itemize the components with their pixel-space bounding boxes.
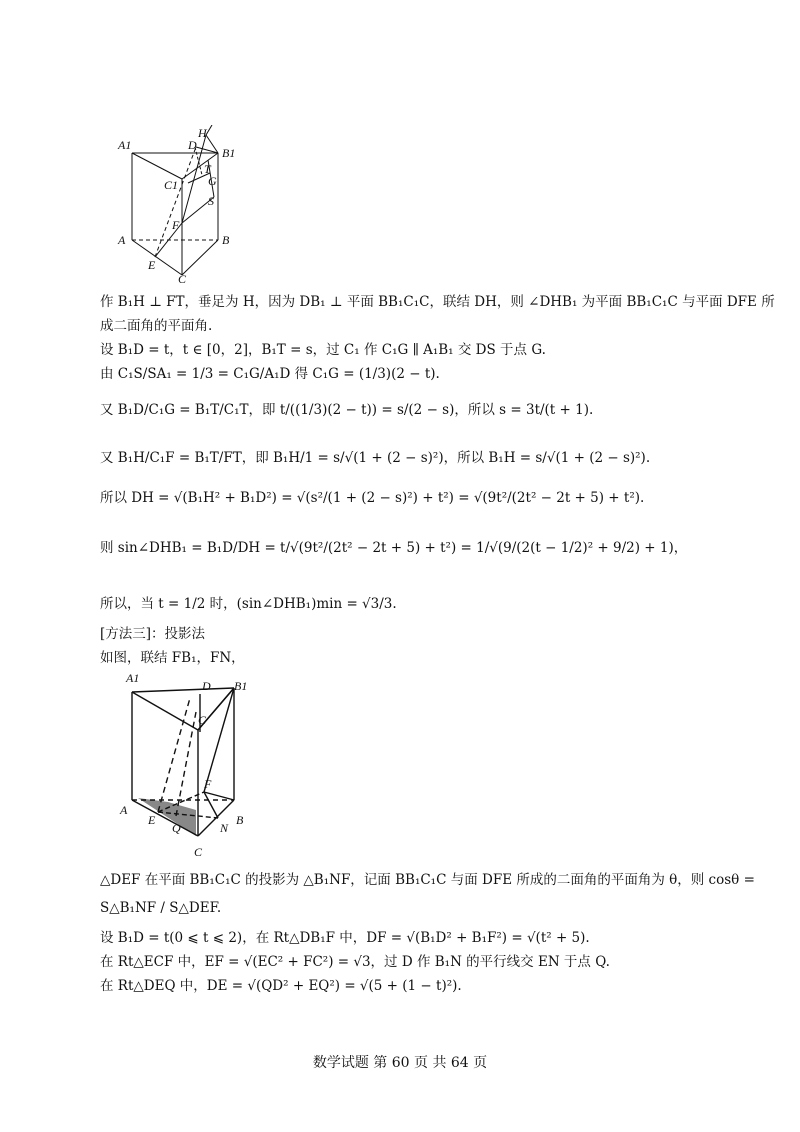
label2-C: C [194, 845, 203, 859]
page-footer: 数学试题 第 60 页 共 64 页 [312, 1055, 488, 1071]
label2-E: E [148, 813, 156, 827]
label-C1: C1 [164, 178, 179, 192]
text-line-3: 设 B₁D = t，t ∈ [0，2]，B₁T = s，过 C₁ 作 C₁G ∥ A₁B₁ 交 DS 于点 G. [100, 342, 546, 358]
label-B1: B1 [222, 146, 236, 160]
label2-A1: A1 [126, 672, 140, 685]
label2-B1: B1 [234, 679, 248, 693]
text-line-6: 又 B₁H/C₁F = B₁T/FT，即 B₁H/1 = s/√(1 + (2 − s)²)，所以 B₁H = s/√(1 + (2 − s)²). [100, 450, 651, 466]
label-B: B [222, 233, 230, 247]
label2-A: A [120, 803, 128, 817]
text-line-8: 则 sin∠DHB₁ = B₁D/DH = t/√(9t²/(2t² − 2t + 5) + t²) = 1/√(9/(2(t − 1/2)² + 9/2) + 1)， [100, 540, 688, 556]
label2-D: D [202, 679, 211, 693]
label2-F: F [204, 777, 212, 791]
text-line-5: 又 B₁D/C₁G = B₁T/C₁T，即 t/((1/3)(2 − t)) = s/(2 − s)，所以 s = 3t/(t + 1). [100, 402, 594, 418]
label2-Q: Q [172, 821, 181, 835]
figure-prism-2 [118, 672, 258, 862]
text-line-7: 所以 DH = √(B₁H² + B₁D²) = √(s²/(1 + (2 − s)²) + t²) = √(9t²/(2t² − 2t + 5) + t²). [100, 490, 645, 506]
label-H: H [198, 126, 207, 140]
label-A: A [118, 233, 126, 247]
text-line-9: 所以，当 t = 1/2 时，(sin∠DHB₁)min = √3/3. [100, 596, 397, 612]
text-line-12: △DEF 在平面 BB₁C₁C 的投影为 △B₁NF，记面 BB₁C₁C 与面 DFE 所成的二面角的平面角为 θ，则 cosθ = [100, 872, 755, 888]
label-A1: A1 [118, 138, 132, 152]
text-line-4: 由 C₁S/SA₁ = 1/3 = C₁G/A₁D 得 C₁G = (1/3)(2 − t). [100, 366, 440, 382]
text-line-16: 在 Rt△DEQ 中，DE = √(QD² + EQ²) = √(5 + (1 − t)²). [100, 978, 462, 994]
text-line-1: 作 B₁H ⊥ FT，垂足为 H，因为 DB₁ ⊥ 平面 BB₁C₁C，联结 DH，则 ∠DHB₁ 为平面 BB₁C₁C 与平面 DFE 所 [100, 294, 775, 310]
text-line-10: [方法三]：投影法 [100, 626, 206, 642]
label-C: C [178, 272, 187, 285]
label-D: D [188, 138, 197, 152]
label2-N: N [220, 821, 229, 835]
label2-B: B [236, 813, 244, 827]
label-S: S [208, 194, 214, 208]
label-E: E [148, 258, 156, 272]
text-line-14: 设 B₁D = t(0 ⩽ t ⩽ 2)，在 Rt△DB₁F 中，DF = √(B₁D² + B₁F²) = √(t² + 5). [100, 930, 590, 946]
text-line-2: 成二面角的平面角. [100, 318, 213, 334]
text-line-11: 如图，联结 FB₁，FN， [100, 650, 245, 666]
label-G: G [208, 174, 217, 188]
label-T: T [204, 162, 211, 176]
figure-prism-1 [110, 125, 250, 285]
text-line-15: 在 Rt△ECF 中，EF = √(EC² + FC²) = √3，过 D 作 B₁N 的平行线交 EN 于点 Q. [100, 954, 610, 970]
text-line-13: S△B₁NF / S△DEF. [100, 900, 222, 916]
label-F: F [172, 218, 180, 232]
label2-C1: C [198, 713, 207, 727]
